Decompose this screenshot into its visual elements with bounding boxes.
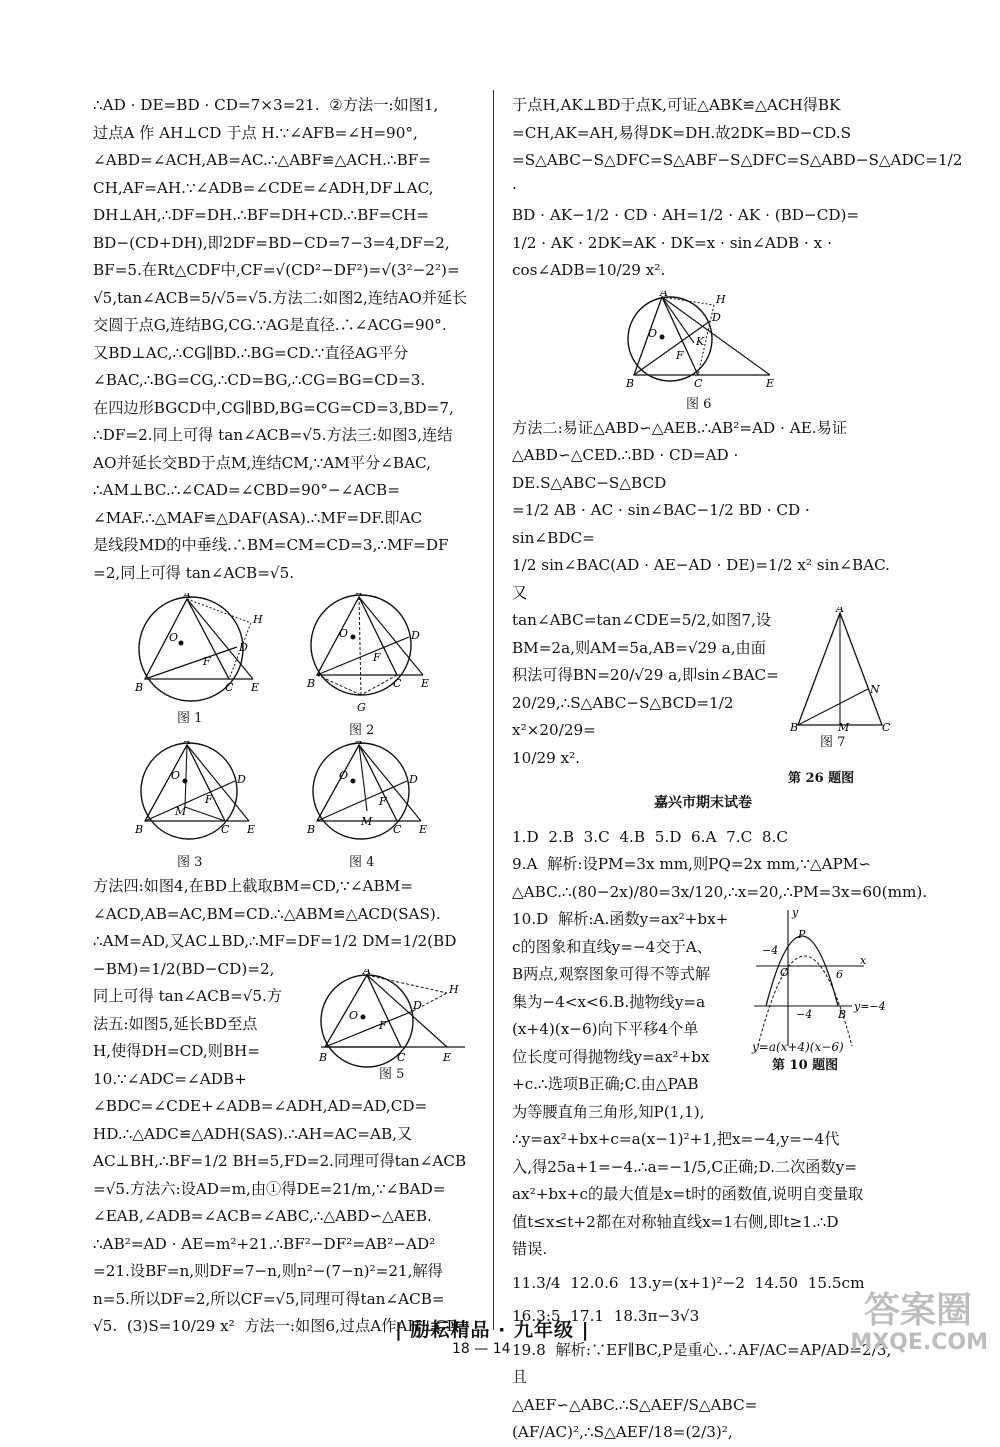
text-line: 过点A 作 AH⊥CD 于点 H.∵∠AFB=∠H=90°, (93, 123, 418, 142)
figure-2 (305, 593, 445, 738)
svg-text:F: F (203, 655, 211, 668)
text-line: △ABC.∴(80−2x)/80=3x/120,∴x=20,∴PM=3x=60(mm). (512, 882, 928, 901)
text-line: AC⊥BH,∴BF=1/2 BH=5,FD=2.同理可得tan∠ACB (93, 1152, 467, 1170)
svg-text:C: C (882, 721, 891, 733)
svg-text:E: E (443, 1051, 452, 1064)
svg-text:B: B (319, 1051, 328, 1064)
svg-text:C: C (225, 681, 234, 694)
left-paragraph-4 (93, 1093, 481, 1341)
text-line: DH⊥AH,∴DF=DH.∴BF=DH+CD.∴BF=CH= (93, 206, 430, 224)
text-line: cos∠ADB=10/29 x². (512, 261, 666, 279)
text-line: c的图象和直线y=−4交于A、 (512, 937, 712, 956)
text-line: +c.∴选项B正确;C.由△PAB (512, 1075, 699, 1093)
text-line: =1/2 AB · AC · sin∠BAC−1/2 BD · CD · sin∠BDC= (512, 501, 815, 547)
answers-line-3: 16.3:5 17.1 18.3π−3√3 (512, 1307, 700, 1325)
text-line: =21.设BF=n,则DF=7−n,则n²−(7−n)²=21,解得 (93, 1262, 443, 1280)
text-line: ∠BAC,∴BG=CG,∴CD=BG,∴CG=BG=CD=3. (93, 371, 426, 389)
text-line: 在四边形BGCD中,CG∥BD,BG=CG=CD=3,BD=7, (93, 398, 454, 417)
svg-text:E: E (247, 823, 256, 836)
text-line: BF=5.在Rt△CDF中,CF=√(CD²−DF²)=√(3²−2²)= (93, 261, 460, 279)
svg-text:D: D (239, 641, 248, 654)
figure-row-3-4 (93, 741, 481, 871)
svg-text:−4: −4 (762, 944, 779, 957)
text-line: n=5.所以DF=2,所以CF=√5,同理可得tan∠ACB= (93, 1289, 445, 1308)
figure-10 (752, 906, 892, 1073)
text-line: B两点,观察图象可得不等式解 (512, 965, 711, 983)
svg-text:B: B (790, 721, 799, 733)
text-line: 又BD⊥AC,∴CG∥BD.∴BG=CD.∵直径AG平分 (93, 343, 409, 362)
text-line: 交圆于点G,连结BG,CG.∵AG是直径.∴∠ACG=90°. (93, 316, 447, 334)
left-paragraph-3-with-figure-5 (93, 969, 481, 1093)
text-line: ∠BDC=∠CDE+∠ADB=∠ADH,AD=AD,CD= (93, 1097, 428, 1115)
svg-text:D: D (413, 999, 422, 1012)
text-line: 值t≤x≤t+2都在对称轴直线x=1右侧,即t≥1.∴D (512, 1212, 839, 1231)
figure-1 (133, 593, 273, 725)
svg-text:6: 6 (836, 968, 843, 981)
footer-brand: | 励耘精品 · 九年级 | (395, 1319, 590, 1341)
svg-text:F: F (373, 651, 381, 664)
text-line: 1/2 · AK · 2DK=AK · DK=x · sin∠ADB · x · (512, 233, 832, 252)
figure-4 (305, 741, 445, 870)
text-line: ∠EAB,∠ADB=∠ACB=∠ABC,∴△ABD∽△AEB. (93, 1207, 432, 1225)
svg-text:O: O (171, 769, 181, 782)
text-line: HD.∴△ADC≌△ADH(SAS).∴AH=AC=AB,又 (93, 1124, 413, 1143)
svg-text:O: O (339, 769, 349, 782)
text-line: 集为−4<x<6.B.抛物线y=a (512, 992, 706, 1011)
svg-text:E: E (766, 376, 775, 390)
svg-text:K: K (696, 334, 705, 348)
svg-text:B: B (626, 376, 635, 390)
svg-text:D: D (237, 773, 246, 786)
text-line: ∴AM⊥BC.∴∠CAD=∠CBD=90°−∠ACB= (93, 481, 400, 499)
svg-text:A (354, 593, 363, 599)
text-line: △ABD∽△CED.∴BD · CD=AD · DE.S△ABC−S△BCD (512, 446, 744, 492)
svg-text:H: H (449, 983, 459, 996)
svg-text:O: O (339, 627, 349, 640)
figure-26-title: 第 26 题图 (788, 771, 855, 786)
figure-4-caption: 图 4 (349, 855, 375, 870)
svg-text:E: E (251, 681, 260, 694)
svg-text:M: M (838, 721, 850, 733)
answers-line-2: 11.3/4 12.0.6 13.y=(x+1)²−2 14.50 15.5cm (512, 1273, 865, 1292)
text-line: 同上可得 tan∠ACB=√5.方 (93, 987, 283, 1005)
text-line: =S△ABC−S△DFC=S△ABF−S△DFC=S△ABD−S△ADC=1/2 · (512, 151, 968, 197)
figure-6-caption: 图 6 (686, 396, 712, 412)
text-line: 10.∵∠ADC=∠ADB+ (93, 1069, 247, 1088)
figure-3 (133, 741, 273, 870)
figure-10-equation: y=a(x+4)(x−6) (752, 1040, 844, 1054)
svg-text:G: G (357, 701, 366, 714)
right-paragraph-3 (512, 607, 780, 772)
figure-row-1-2 (93, 593, 481, 738)
svg-text:F: F (676, 348, 684, 362)
svg-text:O: O (349, 1009, 359, 1022)
text-line: 错误. (512, 1240, 548, 1258)
text-line: AO并延长交BD于点M,连结CM,∵AM平分∠BAC, (93, 453, 431, 472)
svg-text:C: C (221, 823, 230, 836)
text-line: 20/29,∴S△ABC−S△BCD=1/2 x²×20/29= (512, 693, 739, 739)
text-line: ax²+bx+c的最大值是x=t时的函数值,说明自变量取 (512, 1185, 864, 1203)
text-line: CH,AF=AH.∵∠ADB=∠CDE=∠ADH,DF⊥AC, (93, 178, 434, 197)
svg-text:B: B (307, 823, 316, 836)
svg-text:y: y (792, 906, 799, 919)
text-line: 位长度可得抛物线y=ax²+bx (512, 1047, 710, 1066)
text-line: 9.A 解析:设PM=3x mm,则PQ=2x mm,∵△APM∽ (512, 855, 872, 873)
svg-text:M: M (175, 805, 187, 818)
question-10-text (512, 906, 752, 1126)
text-line: 10.D 解析:A.函数y=ax²+bx+ (512, 910, 729, 928)
svg-text:E: E (419, 823, 428, 836)
svg-text:F: F (379, 1019, 387, 1032)
question-10-continued (512, 1126, 894, 1264)
text-line: 为等腰直角三角形,知P(1,1), (512, 1102, 705, 1121)
text-line: ∴y=ax²+bx+c=a(x−1)²+1,把x=−4,y=−4代 (512, 1130, 840, 1148)
svg-text:B: B (838, 1008, 847, 1021)
svg-text:F: F (205, 793, 213, 806)
figure-7-caption: 图 7 (820, 735, 846, 750)
svg-text:y=−4: y=−4 (854, 1000, 886, 1013)
svg-text:C: C (397, 1051, 406, 1064)
column-divider (493, 90, 494, 1330)
figure-5 (317, 969, 477, 1089)
text-line: 是线段MD的中垂线.∴BM=CM=CD=3,∴MF=DF (93, 536, 449, 554)
svg-text:C: C (393, 823, 402, 836)
text-line: ∠MAF.∴△MAF≌△DAF(ASA).∴MF=DF.即AC (93, 508, 423, 527)
svg-text:C: C (393, 677, 402, 690)
text-line: 积法可得BN=20/√29 a,即sin∠BAC= (512, 666, 779, 684)
svg-text:E: E (421, 677, 430, 690)
text-line: 10/29 x². (512, 748, 581, 767)
left-paragraph-3 (93, 983, 303, 1093)
text-line: (x+4)(x−6)向下平移4个单 (512, 1020, 699, 1038)
figure-6 (512, 291, 894, 413)
svg-text:A: A (183, 593, 191, 601)
text-line: √5. (3)S=10/29 x² 方法一:如图6,过点A作AH⊥CD (93, 1317, 459, 1335)
text-line: H,使得DH=CD,则BH= (93, 1042, 260, 1060)
text-line: =√5.方法六:设AD=m,由①得DE=21/m,∵∠BAD= (93, 1179, 446, 1198)
svg-text:B: B (135, 823, 144, 836)
watermark-text: 答案圈 (863, 1290, 972, 1331)
svg-text:D: D (712, 310, 721, 324)
text-line: 法五:如图5,延长BD至点 (93, 1014, 258, 1033)
text-line: 入,得25a+1=−4.∴a=−1/5,C正确;D.二次函数y= (512, 1157, 857, 1176)
text-line: ∠ABD=∠ACH,AB=AC.∴△ABF≌△ACH.∴BF= (93, 151, 432, 169)
figure-2-caption: 图 2 (349, 723, 375, 738)
question-19 (512, 1337, 894, 1447)
section-title: 嘉兴市期末试卷 (654, 795, 752, 811)
text-line: BD · AK−1/2 · CD · AH=1/2 · AK · (BD−CD)= (512, 206, 860, 224)
text-line: 方法四:如图4,在BD上截取BM=CD,∵∠ABM= (93, 877, 413, 895)
figure-10-caption: 第 10 题图 (772, 1058, 839, 1073)
svg-text:M: M (361, 815, 373, 828)
left-paragraph-1 (93, 92, 481, 587)
svg-text:B: B (135, 681, 144, 694)
svg-text:F: F (379, 795, 387, 808)
svg-text:O: O (169, 631, 179, 644)
svg-text:A (354, 741, 363, 747)
text-line: =CH,AK=AH,易得DK=DH.故2DK=BD−CD.S (512, 123, 852, 142)
right-paragraph-1 (512, 92, 968, 285)
text-line: √5,tan∠ACB=5/√5=√5.方法二:如图2,连结AO并延长 (93, 288, 468, 307)
text-line: tan∠ABC=tan∠CDE=5/2,如图7,设 (512, 611, 772, 629)
question-9 (512, 851, 928, 906)
text-line: =2,同上可得 tan∠ACB=√5. (93, 563, 295, 582)
figure-1-caption: 图 1 (177, 711, 203, 726)
svg-text:D: D (409, 773, 418, 786)
right-paragraph-3-with-figure-7 (512, 607, 894, 786)
answers-line-1: 1.D 2.B 3.C 4.B 5.D 6.A 7.C 8.C (512, 827, 789, 846)
svg-text:A (182, 741, 191, 747)
text-line: △AEF∽△ABC.∴S△AEF/S△ABC=(AF/AC)²,∴S△AEF/18=(2/3)², (512, 1395, 758, 1441)
text-line: 19.8 解析:∵EF∥BC,P是重心.∴AF/AC=AP/AD=2/3,且 (512, 1340, 892, 1386)
svg-text:B: B (307, 677, 316, 690)
svg-text:P: P (798, 928, 806, 941)
text-line: 于点H,AK⊥BD于点K,可证△ABK≌△ACH得BK (512, 96, 841, 114)
text-line: BM=2a,则AM=5a,AB=√29 a,由面 (512, 638, 766, 657)
text-line: 方法二:易证△ABD∽△AEB.∴AB²=AD · AE.易证 (512, 418, 847, 437)
text-line: BD−(CD+DH),即2DF=BD−CD=7−3=4,DF=2, (93, 233, 450, 252)
left-column (93, 92, 481, 1341)
svg-text:A: A (660, 290, 668, 299)
right-paragraph-2 (512, 415, 894, 608)
question-10-with-figure (512, 906, 894, 1126)
text-line: ∴AD · DE=BD · CD=7×3=21. ②方法一:如图1, (93, 96, 439, 114)
svg-text:A: A (836, 607, 844, 615)
svg-text:−4: −4 (796, 1008, 813, 1021)
svg-text:C: C (694, 376, 703, 390)
figure-5-caption: 图 5 (379, 1067, 405, 1082)
text-line: ∠ACD,AB=AC,BM=CD.∴△ABM≌△ACD(SAS). (93, 904, 441, 923)
text-line: −BM)=1/2(BD−CD)=2, (93, 959, 275, 978)
svg-text:O: O (648, 326, 658, 340)
text-line: ∴AB²=AD · AE=m²+21.∴BF²−DF²=AB²−AD² (93, 1234, 436, 1253)
text-line: 1/2 sin∠BAC(AD · AE−AD · DE)=1/2 x² sin∠BAC.又 (512, 556, 890, 602)
svg-text:A: A (363, 969, 371, 977)
svg-text:H: H (253, 613, 263, 626)
svg-text:H: H (716, 292, 726, 306)
text-line: ∴DF=2.同上可得 tan∠ACB=√5.方法三:如图3,连结 (93, 426, 453, 444)
svg-text:D: D (411, 629, 420, 642)
figure-3-caption: 图 3 (177, 855, 203, 870)
svg-text:x: x (860, 954, 867, 967)
text-line: ∴AM=AD,又AC⊥BD,∴MF=DF=1/2 DM=1/2(BD (93, 932, 457, 950)
watermark-url: MXQE.COM (850, 1330, 988, 1355)
figure-7 (790, 607, 894, 750)
left-paragraph-2 (93, 873, 481, 983)
svg-text:O: O (780, 966, 790, 979)
svg-text:N: N (870, 683, 880, 696)
page-number: 18 — 14 (452, 1341, 511, 1357)
